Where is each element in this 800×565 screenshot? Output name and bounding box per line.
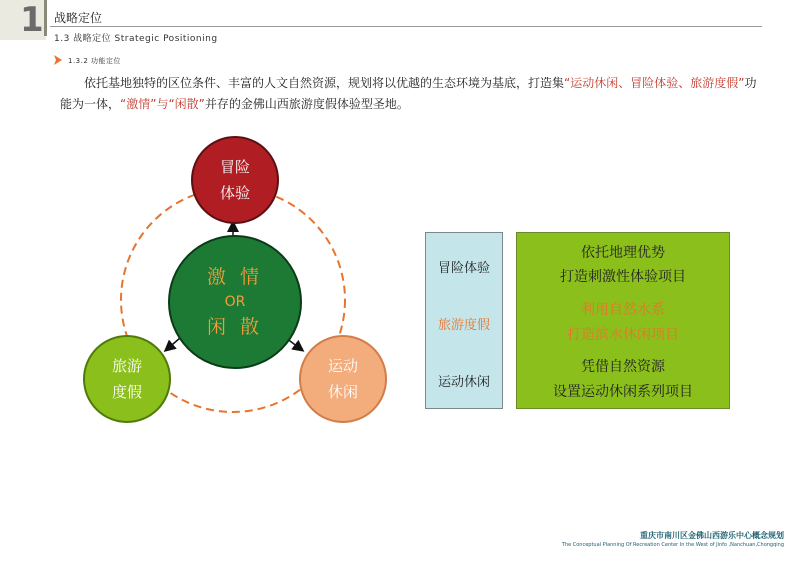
para-highlight1: “运动休闲、冒险体验、旅游度假” — [564, 76, 745, 90]
desc-adventure-line1: 依托地理优势 — [581, 245, 665, 261]
category-box — [425, 232, 503, 409]
description-box — [516, 232, 730, 409]
page-subtitle: 1.3 战略定位 Strategic Positioning — [54, 34, 218, 44]
circle-tourism-line2: 度假 — [111, 383, 142, 401]
circle-adventure — [191, 136, 279, 224]
circle-center — [168, 235, 302, 369]
para-part3: 并存的金佛山西旅游度假体验型圣地。 — [204, 97, 409, 111]
circle-sports-line1: 运动 — [327, 357, 358, 375]
category-adventure: 冒险体验 — [437, 261, 490, 276]
category-tourism: 旅游度假 — [437, 318, 490, 333]
desc-tourism-line1: 利用自然水系 — [581, 302, 665, 318]
section-label: 1.3.2 功能定位 — [68, 57, 122, 65]
desc-adventure-line2: 打造刺激性体验项目 — [560, 269, 686, 285]
para-part1: 依托基地独特的区位条件、丰富的人文自然资源，规划将以优越的生态环境为基底，打造集 — [84, 76, 565, 90]
center-line2: OR — [224, 294, 246, 310]
circle-adventure-line1: 冒险 — [219, 158, 250, 176]
desc-tourism-line2: 打造滨水休闲项目 — [567, 327, 679, 343]
center-line1: 激 情 — [206, 266, 264, 288]
circle-tourism — [83, 335, 171, 423]
footer-subtitle: The Conceptual Planning Of Recreation Center In the West of Jinfo ,Nanchuan,Chongqing — [561, 542, 784, 548]
circle-adventure-line2: 体验 — [219, 184, 250, 202]
para-part2: 功能为一体， — [60, 76, 757, 111]
chapter-number: 1 — [20, 0, 44, 40]
circle-sports-line2: 休闲 — [327, 383, 358, 401]
circle-sports — [299, 335, 387, 423]
circle-tourism-line1: 旅游 — [111, 357, 142, 375]
page-title: 战略定位 — [54, 11, 103, 25]
arrow-to-left — [166, 338, 180, 350]
para-highlight2: “激情”与“闲散” — [120, 97, 205, 111]
desc-sports-line2: 设置运动休闲系列项目 — [553, 384, 693, 400]
footer-title: 重庆市南川区金佛山西游乐中心概念规划 — [640, 531, 784, 540]
desc-sports-line1: 凭借自然资源 — [581, 359, 665, 375]
center-line3: 闲 散 — [206, 316, 264, 338]
category-sports: 运动休闲 — [437, 375, 490, 390]
